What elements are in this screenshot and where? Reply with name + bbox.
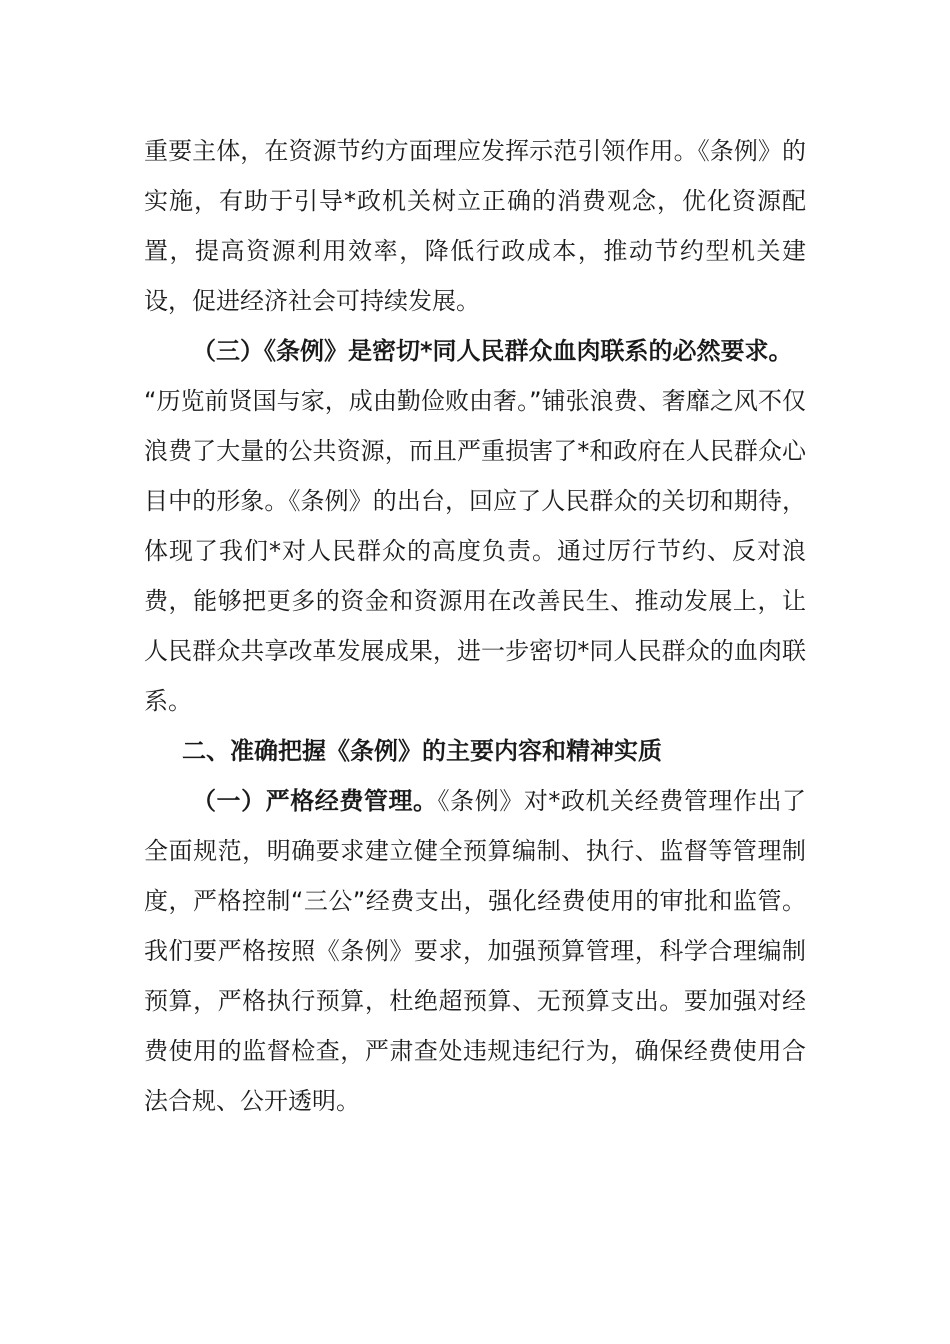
paragraph-text: 重要主体，在资源节约方面理应发挥示范引领作用。《条例》的实施，有助于引导*政机关树立正确的消费观念，优化资源配置，提高资源利用效率，降低行政成本，推动节约型机关建设，促进经济社会可持续发展。: [144, 137, 806, 315]
paragraph-strict-funding: [144, 776, 806, 1126]
paragraph-resource-saving: [144, 126, 806, 326]
paragraph-text: 《条例》对*政机关经费管理作出了全面规范，明确要求建立健全预算编制、执行、监督等管理制度，严格控制“三公”经费支出，强化经费使用的审批和监管。我们要严格按照《条例》要求，加强预算管理，科学合理编制预算，严格执行预算，杜绝超预算、无预算支出。要加强对经费使用的监督检查，严肃查处违规违纪行为，确保经费使用合法合规、公开透明。: [144, 787, 807, 1115]
subheading-close-ties: [144, 326, 806, 376]
subheading-text: （三）《条例》是密切*同人民群众血肉联系的必然要求。: [192, 337, 793, 365]
paragraph-close-ties: [144, 376, 806, 726]
section-title-main-content: [144, 726, 806, 776]
subheading-strict-funding: （一）严格经费管理。: [192, 787, 438, 815]
document-page: [144, 126, 806, 1126]
paragraph-text: “历览前贤国与家，成由勤俭败由奢。”铺张浪费、奢靡之风不仅浪费了大量的公共资源，而且严重损害了*和政府在人民群众心目中的形象。《条例》的出台，回应了人民群众的关切和期待，体现了我们*对人民群众的高度负责。通过厉行节约、反对浪费，能够把更多的资金和资源用在改善民生、推动发展上，让人民群众共享改革发展成果，进一步密切*同人民群众的血肉联系。: [144, 387, 806, 715]
section-title-text: 二、准确把握《条例》的主要内容和精神实质: [182, 737, 662, 765]
